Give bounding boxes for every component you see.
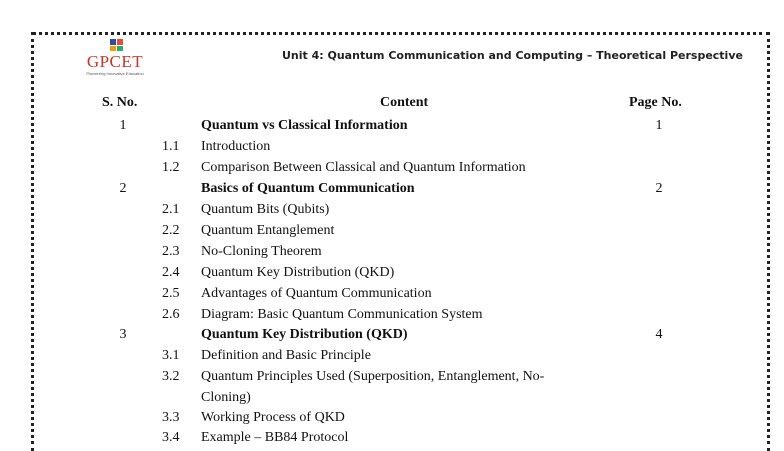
item-text: No-Cloning Theorem xyxy=(201,244,322,259)
gpcet-logo xyxy=(82,38,148,78)
section-page: 4 xyxy=(655,327,663,342)
item-text: Definition and Basic Principle xyxy=(201,348,371,363)
section-number: 1 xyxy=(119,118,127,133)
logo-tagline: Pioneering Innovative Education xyxy=(86,71,144,76)
item-number: 1.2 xyxy=(162,160,180,175)
item-number: 1.1 xyxy=(162,139,180,154)
section-title: Quantum vs Classical Information xyxy=(201,118,408,133)
item-number: 3.3 xyxy=(162,410,180,425)
item-text: Quantum Principles Used (Superposition, Entanglement, No- xyxy=(201,369,545,384)
item-number: 3.2 xyxy=(162,369,180,384)
page-border-right xyxy=(767,32,770,451)
page-border-left xyxy=(31,32,34,451)
item-text: Quantum Entanglement xyxy=(201,223,335,238)
item-number: 3.1 xyxy=(162,348,180,363)
item-number: 2.6 xyxy=(162,307,180,322)
section-title: Quantum Key Distribution (QKD) xyxy=(201,327,408,342)
column-header-page: Page No. xyxy=(629,95,682,110)
item-text: Diagram: Basic Quantum Communication System xyxy=(201,307,483,322)
item-text: Introduction xyxy=(201,139,271,154)
section-title: Basics of Quantum Communication xyxy=(201,181,415,196)
column-header-sno: S. No. xyxy=(102,95,138,110)
item-text-continuation: Cloning) xyxy=(201,390,251,405)
section-page: 1 xyxy=(655,118,663,133)
item-number: 2.4 xyxy=(162,265,180,280)
section-number: 3 xyxy=(119,327,127,342)
item-text: Quantum Bits (Qubits) xyxy=(201,202,330,217)
logo-emblem-icon xyxy=(108,38,130,52)
item-number: 2.3 xyxy=(162,244,180,259)
item-text: Advantages of Quantum Communication xyxy=(201,286,432,301)
item-text: Quantum Key Distribution (QKD) xyxy=(201,265,395,280)
item-number: 2.2 xyxy=(162,223,180,238)
logo-text: GPCET xyxy=(86,52,144,71)
item-number: 2.1 xyxy=(162,202,180,217)
item-number: 3.4 xyxy=(162,430,180,445)
section-page: 2 xyxy=(655,181,663,196)
column-header-content: Content xyxy=(380,95,429,110)
section-number: 2 xyxy=(119,181,127,196)
item-number: 2.5 xyxy=(162,286,180,301)
item-text: Working Process of QKD xyxy=(201,410,345,425)
item-text: Example – BB84 Protocol xyxy=(201,430,349,445)
page-border-top xyxy=(32,32,770,35)
item-text: Comparison Between Classical and Quantum Information xyxy=(201,160,526,175)
unit-title: Unit 4: Quantum Communication and Computing – Theoretical Perspective xyxy=(282,49,743,62)
